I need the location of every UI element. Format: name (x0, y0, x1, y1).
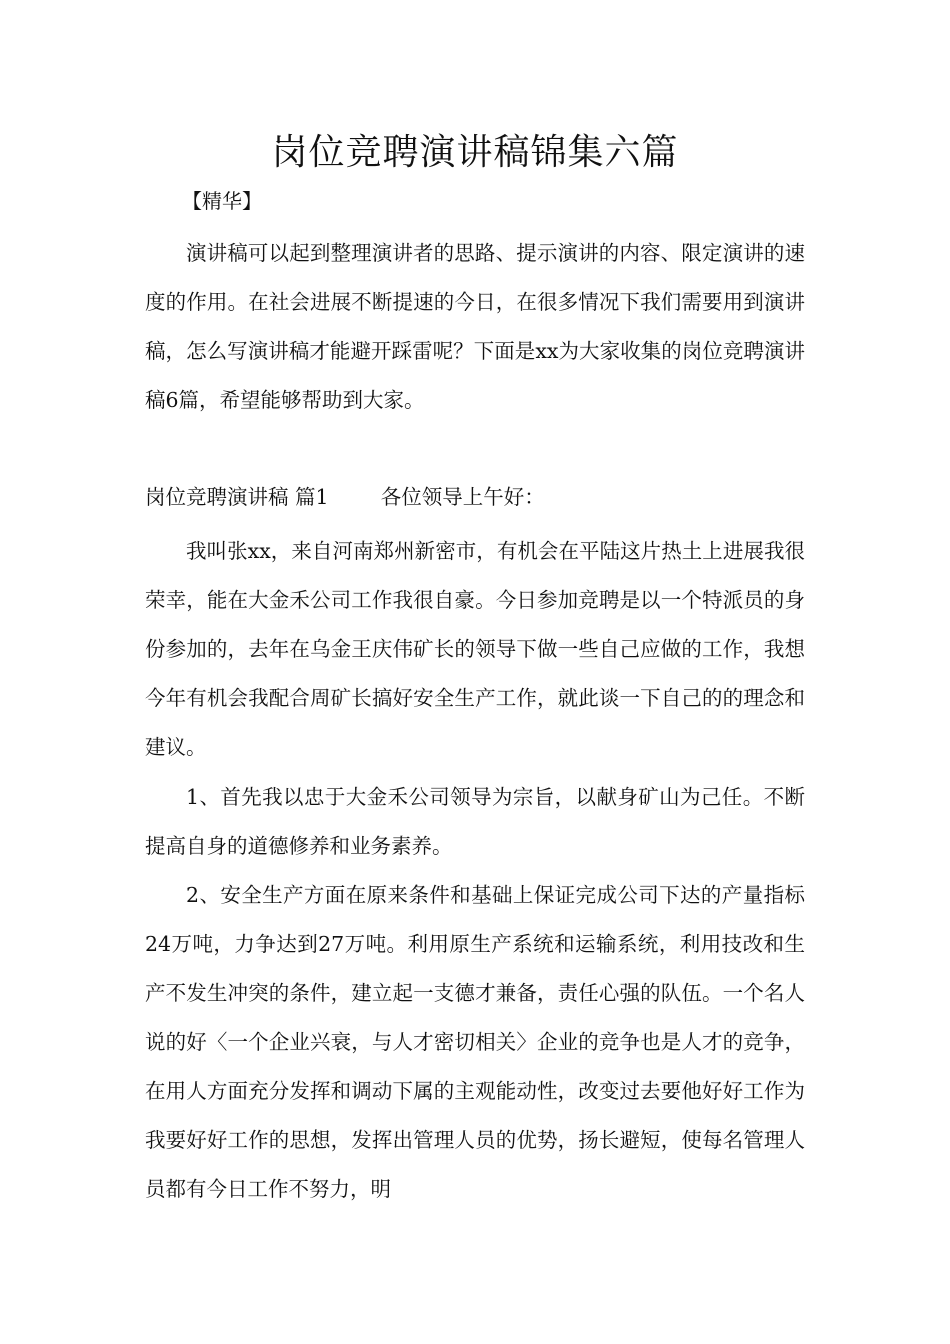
body-paragraph-3: 2、安全生产方面在原来条件和基础上保证完成公司下达的产量指标24万吨，力争达到27万吨。利用原生产系统和运输系统，利用技改和生产不发生冲突的条件，建立起一支德才兼备，责任心强的队伍。一个名人说的好〈一个企业兴衰，与人才密切相关〉企业的竞争也是人才的竞争，在用人方面充分发挥和调动下属的主观能动性，改变过去要他好好工作为我要好好工作的思想，发挥出管理人员的优势，扬长避短，使每名管理人员都有今日工作不努力，明 (145, 883, 805, 1201)
section-heading: 岗位竞聘演讲稿 篇1 (145, 485, 329, 509)
body-paragraph-2: 1、首先我以忠于大金禾公司领导为宗旨，以献身矿山为己任。不断提高自身的道德修养和业务素养。 (145, 785, 805, 858)
document-title: 岗位竞聘演讲稿锦集六篇 (271, 132, 679, 173)
greeting: 各位领导上午好： (380, 485, 545, 509)
document-tag: 【精华】 (182, 189, 262, 213)
section-heading-line (145, 482, 805, 512)
intro-paragraph: 演讲稿可以起到整理演讲者的思路、提示演讲的内容、限定演讲的速度的作用。在社会进展不断提速的今日，在很多情况下我们需要用到演讲稿，怎么写演讲稿才能避开踩雷呢？下面是xx为大家收集的岗位竞聘演讲稿6篇，希望能够帮助到大家。 (145, 241, 805, 412)
body-paragraph-1: 我叫张xx，来自河南郑州新密市，有机会在平陆这片热土上进展我很荣幸，能在大金禾公司工作我很自豪。今日参加竞聘是以一个特派员的身份参加的，去年在乌金王庆伟矿长的领导下做一些自己应做的工作，我想今年有机会我配合周矿长搞好安全生产工作，就此谈一下自己的的理念和建议。 (145, 539, 805, 759)
